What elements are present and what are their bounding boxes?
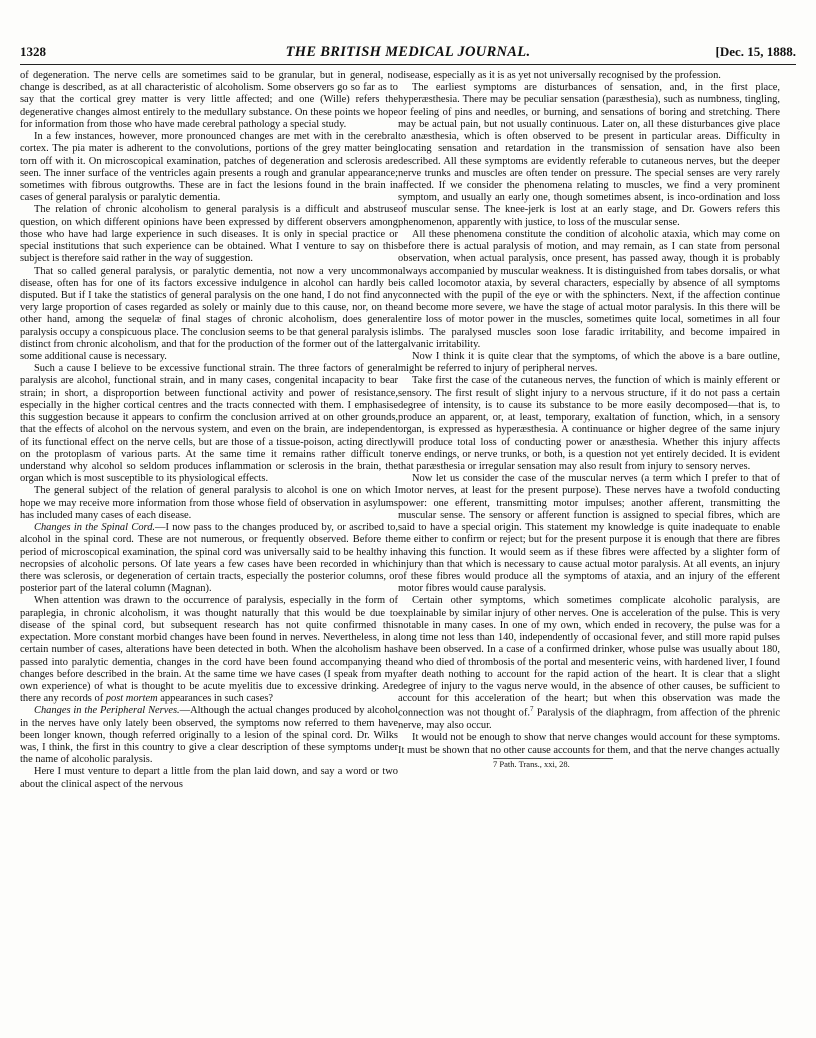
issue-date: [Dec. 15, 1888. — [715, 44, 796, 59]
paragraph: Here I must venture to depart a little from the plan laid down, and say a word or two about the clinical aspect of the nervous — [20, 766, 398, 790]
page-number: 1328 — [20, 44, 46, 59]
paragraph: The relation of chronic alcoholism to general paralysis is a difficult and abstruse question, on which different opinions have been expressed by different observers among those who have had large experience in such diseases. It is only in special practice or special institutions that such experience can be obtained. What I venture to say on this subject is therefore said rather in the way of suggestion. — [20, 204, 398, 265]
paragraph: The earliest symptoms are disturbances of sensation, and, in the first place, hyperæsthesia. There may be peculiar sensation (paræsthesia), such as numbness, tingling, or feeling of pins and needles, or burning, and sensations of boring and stretching. There may be actual pain, but not usually continuous. Later on, all these disturbances give place to anæsthesia, which is often observed to be present in particular areas. Difficulty in locating sensation and retardation in the transmission of sensation have also been described. All these symptoms are evidently referable to cutaneous nerves, but the deeper nerve trunks and muscles are often tender on pressure. The special senses are very rarely affected. If we consider the phenomena relating to muscles, we find a very prominent symptom, and usually an early one, though sometimes absent, is inco-ordination and loss of muscular sense. The knee-jerk is lost at an early stage, and Dr. Gowers refers this phenomenon, apparently with justice, to loss of the muscular sense. — [398, 82, 780, 228]
right-column — [398, 70, 780, 1014]
paragraph-pulse — [398, 595, 780, 732]
section-heading-spinal-cord: Changes in the Spinal Cord. — [34, 522, 156, 534]
paragraph: It would not be enough to show that nerve changes would account for these symptoms. It must be shown that no other cause accounts for them, and that the nerve changes actually — [398, 732, 780, 756]
paragraph-text: —Although the actual changes produced by alcohol in the nerves have only lately been observed, the symptoms now referred to them have been longer known, though referred originally to a lesion of the spinal cord. Dr. Wilks was, I think, the first in this country to give a clear description of these symptoms under the name of alcoholic paralysis. — [20, 705, 398, 766]
paragraph-text-end: Paralysis of the diaphragm, from affection of the phrenic nerve, may also occur. — [398, 707, 780, 732]
paragraph-continued: disease, especially as it is as yet not universally recognised by the profession. — [398, 70, 721, 81]
paragraph: The general subject of the relation of general paralysis to alcohol is one on which I hope we may receive more information from those whose field of observation in asylums has included many cases of each disease. — [20, 485, 398, 521]
paragraph: Take first the case of the cutaneous nerves, the function of which is mainly efferent or sensory. The first result of slight injury to a nervous structure, if it do not pass a certain degree of intensity, is to cause its substance to be more easily decomposed—that is, to produce an apparent, or, at least, temporary, exaltation of function, which, in a sensory organ, is expressed as hyperæsthesia. A continuance or higher degree of the same injury will produce total loss of conducting power or anæsthesia. Whether this injury affects nerve endings, or nerve trunks, or both, is a question not yet entirely decided. It is evident that paræsthesia or irregular sensation may also result from injury to sensory nerves. — [398, 375, 780, 472]
paragraph: Now let us consider the case of the muscular nerves (a term which I prefer to that of motor nerves, at least for the present purpose). These nerves have a twofold conducting power: one efferent, transmitting motor impulses; another afferent, transmitting the muscular sense. The sensory or afferent function is assigned to special fibres, which are said to have a special origin. This statement my knowledge is quite inadequate to enable me either to confirm or reject; but for the present purpose it is enough that there are fibres having this function. It would seem as if these fibres were affected by a slighter form of injury than that which is necessary to cause actual motor paralysis. At all events, an injury of these fibres would produce all the symptoms of ataxia, and an injury of the efferent motor fibres would cause paralysis. — [398, 473, 780, 595]
paragraph-text: When attention was drawn to the occurrence of paralysis, especially in the form of paraplegia, in chronic alcoholism, it was thought naturally that this would be due to disease of the spinal cord, but subsequent research has not quite confirmed this expectation. More constant morbid changes have been found in nerves. Nevertheless, in a certain number of cases, alterations have been detected in both. When the alcoholism has passed into paralytic dementia, changes in the cord have been found accompanying the changes before described in the brain. At the same time we have cases (I speak from my own experience) of what is thought to be acute myelitis due to excessive drinking. Are there any records of — [20, 595, 398, 705]
page-header — [20, 44, 796, 65]
paragraph-spinal-cord — [20, 522, 398, 595]
paragraph: In a few instances, however, more pronounced changes are met with in the cerebral cortex. The pia mater is adherent to the convolutions, portions of the grey matter being torn off with it. On microscopical examination, patches of degeneration and sclerosis are seen. The inner surface of the ventricles again presents a rough and granular appearance; sometimes with fibrous outgrowths. These are in fact the lesions found in the brain in cases of general paralysis or paralytic dementia. — [20, 131, 398, 204]
paragraph: All these phenomena constitute the condition of alcoholic ataxia, which may come on before there is actual paralysis of motion, and may remain, as I can state from personal observation, when actual paralysis, once present, has passed away, though it is probably always accompanied by muscular weakness. It is distinguished from tabes dorsalis, or what is called locomotor ataxia, by several characters, especially by absence of all symptoms connected with the pupil of the eye or with the sphincters. Next, if the affection continue and become more severe, we have the stage of actual motor paralysis. In this there will be entire loss of motor power in the muscles, sometimes quite local, sometimes in all four limbs. The paralysed muscles soon lose faradic irritability, and become impaired in galvanic irritability. — [398, 228, 780, 350]
paragraph-paralysis — [20, 595, 398, 705]
paragraph: Now I think it is quite clear that the symptoms, of which the above is a bare outline, might be referred to injury of peripheral nerves. — [398, 351, 780, 375]
paragraph-peripheral-nerves — [20, 705, 398, 766]
paragraph-text-end: appearances in such cases? — [160, 693, 274, 705]
paragraph: Such a cause I believe to be excessive functional strain. The three factors of general paralysis are alcohol, functional strain, and in many cases, congenital incapacity to bear strain; in short, a disproportion between functional activity and power of resistance, especially in the higher cortical centres and the tracts connected with them. I emphasise this suggestion because it appears to confirm the conclusion arrived at on other grounds, that the effects of alcohol on the nervous system, and even on the brain, are independent of its functional effect on the nerve cells, but are those of a tissue-poison, acting directly on the protoplasm of various parts. At the same time it remains rather difficult to understand why alcohol so seldom produces inflammation or sclerosis in the brain, the organ which is most susceptible to its physiological effects. — [20, 363, 398, 485]
footnote — [493, 758, 613, 769]
left-column — [20, 70, 398, 1014]
paragraph: That so called general paralysis, or paralytic dementia, not now a very uncommon disease, often has for one of its factors excessive indulgence in alcohol can hardly be disputed. But if I take the statistics of general paralysis on the one hand, I do not find any very large proportion of cases regarded as solely or mainly due to this cause, nor, on the other hand, among the sequelæ of final stages of chronic alcoholism, does general paralysis occupy a conspicuous place. The conclusion seems to be that general paralysis is distinct from chronic alcoholism, and that for the production of the former out of the latter some additional cause is necessary. — [20, 265, 398, 363]
section-heading-peripheral-nerves: Changes in the Peripheral Nerves. — [34, 705, 180, 717]
paragraph-text: Certain other symptoms, which sometimes complicate alcoholic paralysis, are explainable by similar injury of other nerves. One is acceleration of the pulse. This is very notable in many cases. In one of my own, which ended in recovery, the pulse was for a long time not less than 140, independently of occasional fever, and still more rapid pulses have been observed. In a case of a confirmed drinker, whose pulse was usually about 180, and who died of thrombosis of the portal and mesenteric veins, with hardened liver, I found after death nothing to account for the rapid action of the heart. It is clear that a slight degree of injury to the vagus nerve would, in the absence of other causes, be sufficient to account for this acceleration of the heart; but when this observation was made the connection was not thought of. — [398, 595, 780, 719]
italic-term: post mortem — [105, 693, 158, 705]
journal-title: THE BRITISH MEDICAL JOURNAL. — [285, 44, 531, 60]
footnote-marker: 7 — [529, 705, 534, 714]
paragraph: of degeneration. The nerve cells are sometimes said to be granular, but in general, no change is described, as at all characteristic of alcoholism. Some observers go so far as to say that the cortical grey matter is very little affected; and one (Wille) refers the degenerative changes almost entirely to the medullary substance. On these points we hope for information from those who have made cerebral pathology a special study. — [20, 70, 398, 130]
footnote-text: 7 Path. Trans., xxi, 28. — [493, 758, 570, 769]
paragraph-text: —I now pass to the changes produced by, or ascribed to, alcohol in the spinal cord. These are not numerous, or frequently observed. Before the period of microscopical examination, the spinal cord was universally said to be healthy in necropsies of alcoholic persons. Of late years a few cases have been recorded in which there was sclerosis, or degeneration of certain tracts, especially the posterior columns, or posterior part of the lateral column (Magnan). — [20, 522, 398, 595]
